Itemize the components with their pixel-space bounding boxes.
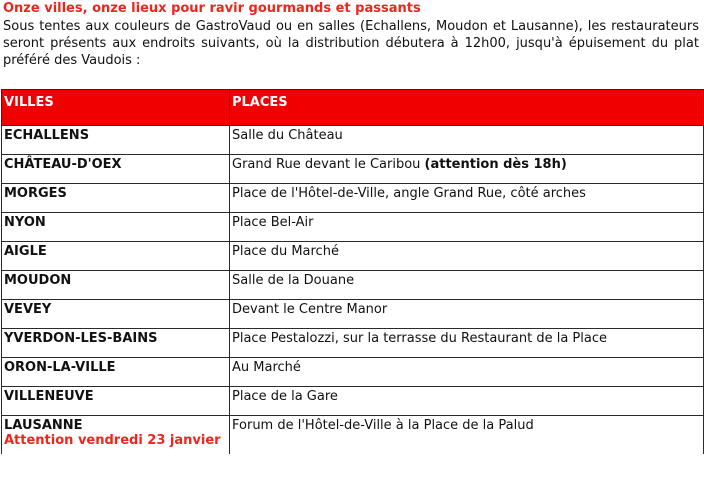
- city-name: MOUDON: [4, 273, 72, 288]
- place-cell: [230, 358, 704, 387]
- table-row: [2, 358, 704, 387]
- time-remark: (attention dès 18h): [424, 157, 567, 172]
- table-row: [2, 300, 704, 329]
- table-row: [2, 387, 704, 416]
- place-cell: [230, 416, 704, 454]
- city-cell: [2, 416, 230, 454]
- place-name: Place du Marché: [232, 244, 339, 259]
- city-cell: [2, 329, 230, 358]
- table-row: [2, 126, 704, 155]
- city-cell: [2, 387, 230, 416]
- section-heading: Onze villes, onze lieux pour ravir gourmands et passants: [3, 1, 421, 16]
- table-header-row: [2, 90, 704, 126]
- city-cell: [2, 126, 230, 155]
- place-name: Au Marché: [232, 360, 301, 375]
- table-row: [2, 329, 704, 358]
- table-row: [2, 242, 704, 271]
- city-cell: [2, 184, 230, 213]
- city-cell: [2, 213, 230, 242]
- table-row: [2, 213, 704, 242]
- place-cell: [230, 300, 704, 329]
- intro-paragraph: Sous tentes aux couleurs de GastroVaud ou en salles (Echallens, Moudon et Lausanne), les restaurateurs seront présents aux endroits suivants, où la distribution débutera à 12h00, jusqu'à épuisement du plat préféré des Vaudois :: [3, 19, 699, 68]
- city-cell: [2, 358, 230, 387]
- place-name: Place Pestalozzi, sur la terrasse du Restaurant de la Place: [232, 331, 607, 346]
- place-name: Devant le Centre Manor: [232, 302, 388, 317]
- locations-table: [1, 89, 704, 454]
- place-cell: [230, 329, 704, 358]
- place-name: Salle de la Douane: [232, 273, 355, 288]
- city-name: YVERDON-LES-BAINS: [4, 331, 158, 346]
- city-name: VEVEY: [4, 302, 52, 317]
- place-cell: [230, 271, 704, 300]
- table-row: [2, 184, 704, 213]
- place-name: Grand Rue devant le Caribou: [232, 157, 425, 172]
- place-name: Place de l'Hôtel-de-Ville, angle Grand Rue, côté arches: [232, 186, 586, 201]
- city-name: ORON-LA-VILLE: [4, 360, 116, 375]
- table-row: [2, 416, 704, 454]
- city-cell: [2, 242, 230, 271]
- place-name: Forum de l'Hôtel-de-Ville à la Place de la Palud: [232, 418, 534, 433]
- place-name: Place Bel-Air: [232, 215, 314, 230]
- place-cell: [230, 213, 704, 242]
- place-cell: [230, 184, 704, 213]
- city-name: AIGLE: [4, 244, 47, 259]
- place-cell: [230, 155, 704, 184]
- column-header-villes: VILLES: [2, 90, 230, 126]
- city-name: CHÂTEAU-D'OEX: [4, 157, 122, 172]
- place-name: Salle du Château: [232, 128, 343, 143]
- city-cell: [2, 155, 230, 184]
- column-header-places: PLACES: [230, 90, 704, 126]
- place-cell: [230, 126, 704, 155]
- table-row: [2, 271, 704, 300]
- city-name: NYON: [4, 215, 46, 230]
- city-name: ECHALLENS: [4, 128, 90, 143]
- table-row: [2, 155, 704, 184]
- city-name: VILLENEUVE: [4, 389, 94, 404]
- city-cell: [2, 300, 230, 329]
- city-cell: [2, 271, 230, 300]
- place-name: Place de la Gare: [232, 389, 338, 404]
- city-name: LAUSANNE: [4, 418, 83, 433]
- city-name: MORGES: [4, 186, 67, 201]
- place-cell: [230, 387, 704, 416]
- place-cell: [230, 242, 704, 271]
- date-note: Attention vendredi 23 janvier: [4, 433, 221, 448]
